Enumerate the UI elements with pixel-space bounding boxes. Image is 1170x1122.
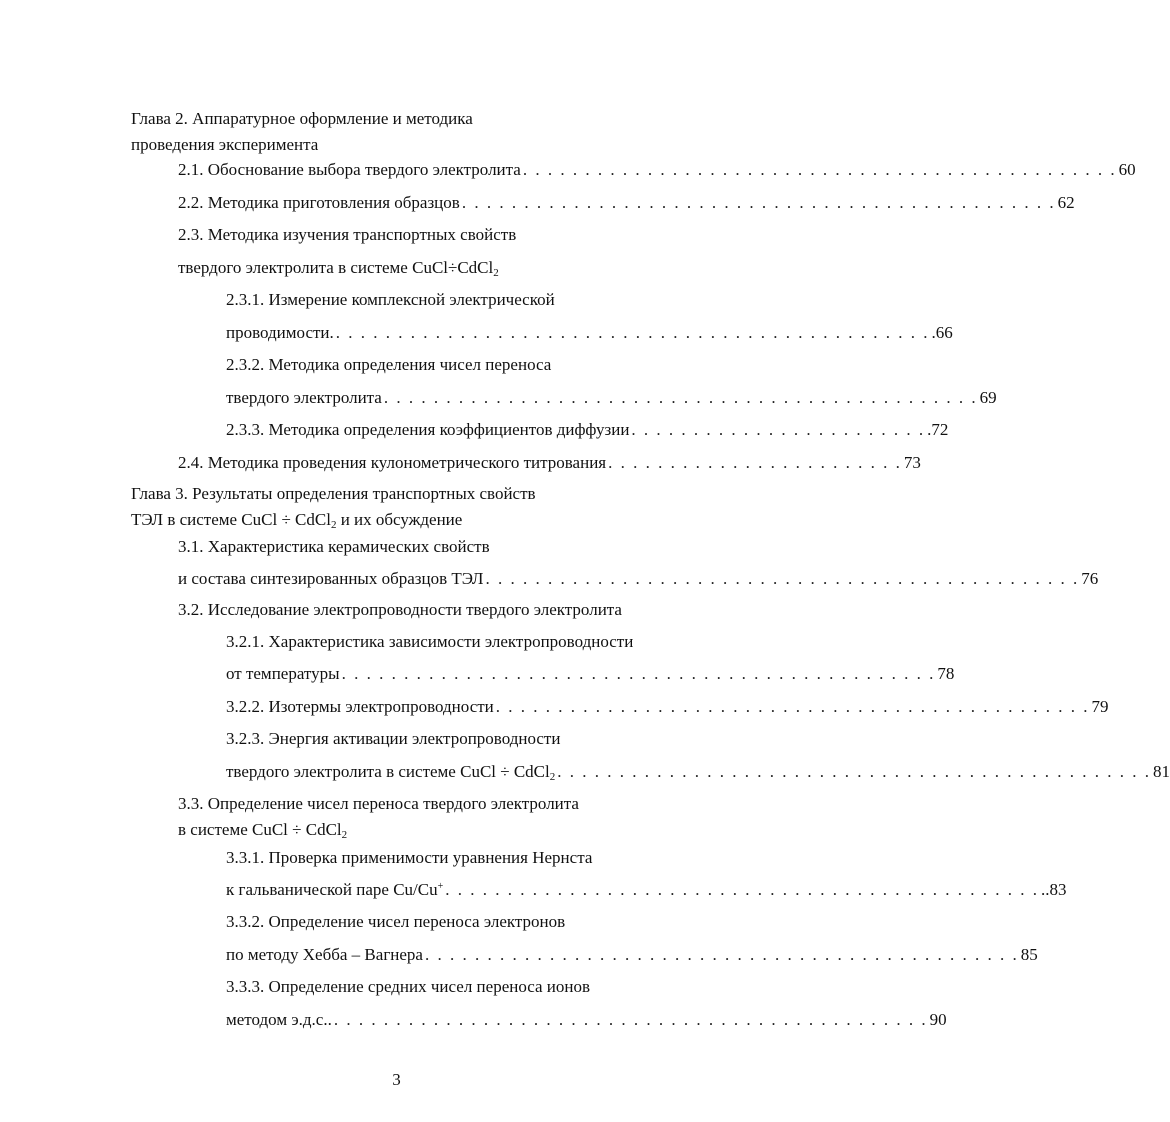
toc-page-number: 76	[1081, 569, 1099, 588]
toc-entry-2-3-2: 2.3.2. Методика определения чисел переноса	[226, 355, 552, 374]
toc-entry-title: и состава синтезированных образцов ТЭЛ	[178, 569, 484, 588]
toc-page-number: 69	[979, 388, 997, 407]
leader-dots: . . . . . . . . . . . . . . . . . . . . . . . . . . . . . . . . . . . . . . . . . . . . . . . .	[495, 697, 1090, 716]
chapter-3-heading-cont: ТЭЛ в системе CuCl ÷ CdCl$_2$ и их обсуждение	[131, 510, 463, 531]
toc-entry-2-3-3	[0, 418, 949, 442]
toc-entry-3-2-1: 3.2.1. Характеристика зависимости электропроводности	[226, 632, 634, 651]
toc-page-number: 73	[903, 453, 921, 472]
toc-page-number: .66	[931, 323, 953, 342]
toc-page-number: 81	[1152, 762, 1170, 781]
toc-entry-3-2-3: 3.2.3. Энергия активации электропроводности	[226, 729, 561, 748]
page-number: 3	[392, 1070, 401, 1089]
toc-entry-3-3-2-cont	[0, 943, 1038, 967]
leader-dots: . . . . . . . . . . . . . . . . . . . . . . . . . . . . . . . . . . . . . . . . . . . . . . . .	[424, 945, 1019, 964]
toc-page-number: .72	[927, 420, 949, 439]
toc-entry-2-4	[0, 451, 921, 475]
toc-page-number: 85	[1020, 945, 1038, 964]
toc-entry-2-3-1-cont	[0, 321, 953, 345]
toc-entry-3-2: 3.2. Исследование электропроводности твердого электролита	[178, 600, 622, 619]
leader-dots: . . . . . . . . . . . . . . . . . . . . . . . . . . . . . . . . . . . . . . . . . . . . . . . .	[522, 160, 1117, 179]
toc-page-number: 78	[937, 664, 955, 683]
toc-entry-title: 3.2.2. Изотермы электропроводности	[226, 697, 494, 716]
toc-entry-2-3: 2.3. Методика изучения транспортных свойств	[178, 225, 517, 244]
toc-entry-title: методом э.д.с..	[226, 1010, 332, 1029]
toc-entry-3-3-2: 3.3.2. Определение чисел переноса электронов	[226, 912, 566, 931]
leader-dots: . . . . . . . . . . . . . . . . . . . . . . . . . . . . . . . . . . . . . . . . . . . . . . . .	[461, 193, 1056, 212]
toc-entry-title: по методу Хебба – Вагнера	[226, 945, 423, 964]
toc-entry-3-2-1-cont	[0, 662, 955, 686]
toc-entry-3-1-cont	[0, 567, 1099, 591]
toc-entry-3-3-3-cont	[0, 1008, 947, 1032]
toc-entry-3-3-1: 3.3.1. Проверка применимости уравнения Нернста	[226, 848, 593, 867]
toc-entry-2-3-1: 2.3.1. Измерение комплексной электрической	[226, 290, 555, 309]
leader-dots: . . . . . . . . . . . . . . . . . . . . . . . . . . . . . . . . . . . . . . . . . . . . . . . .	[383, 388, 978, 407]
leader-dots: . . . . . . . . . . . . . . . . . . . . . . . .	[608, 453, 902, 472]
toc-entry-title: 2.1. Обоснование выбора твердого электролита	[178, 160, 521, 179]
toc-page-number: 60	[1118, 160, 1136, 179]
toc-entry-title: твердого электролита	[226, 388, 382, 407]
toc-entry-3-3-cont: в системе CuCl ÷ CdCl$_2$	[178, 820, 348, 841]
leader-dots: . . . . . . . . . . . . . . . . . . . . . . . .	[631, 420, 926, 439]
chapter-2-heading-cont: проведения эксперимента	[131, 135, 319, 154]
toc-page-number: 62	[1057, 193, 1075, 212]
leader-dots: . . . . . . . . . . . . . . . . . . . . . . . . . . . . . . . . . . . . . . . . . . . . . . . .	[485, 569, 1080, 588]
toc-entry-3-2-3-cont	[0, 760, 1170, 784]
toc-entry-3-1: 3.1. Характеристика керамических свойств	[178, 537, 490, 556]
leader-dots: . . . . . . . . . . . . . . . . . . . . . . . . . . . . . . . . . . . . . . . . . . . . . . . .	[445, 880, 1039, 899]
toc-entry-title: проводимости.	[226, 323, 334, 342]
toc-entry-2-2	[0, 191, 1075, 215]
leader-dots: . . . . . . . . . . . . . . . . . . . . . . . . . . . . . . . . . . . . . . . . . . . . . . . .	[333, 1010, 928, 1029]
toc-entry-title: твердого электролита в системе CuCl ÷ CdCl$_2$	[226, 762, 556, 783]
leader-dots: . . . . . . . . . . . . . . . . . . . . . . . . . . . . . . . . . . . . . . . . . . . . . . . .	[335, 323, 930, 342]
toc-entry-title: к гальванической паре Cu/Cu+	[226, 880, 444, 899]
toc-entry-2-1	[0, 158, 1136, 182]
toc-entry-3-2-2	[0, 695, 1109, 719]
toc-entry-title: 2.3.3. Методика определения коэффициентов диффузии	[226, 420, 630, 439]
toc-entry-title: 2.4. Методика проведения кулонометрического титрования	[178, 453, 607, 472]
toc-entry-title: 2.2. Методика приготовления образцов	[178, 193, 460, 212]
leader-dots: . . . . . . . . . . . . . . . . . . . . . . . . . . . . . . . . . . . . . . . . . . . . . . . .	[341, 664, 936, 683]
chapter-3-heading: Глава 3. Результаты определения транспортных свойств	[131, 484, 536, 503]
toc-entry-title: от температуры	[226, 664, 340, 683]
chapter-2-heading: Глава 2. Аппаратурное оформление и методика	[131, 109, 473, 128]
toc-entry-3-3-3: 3.3.3. Определение средних чисел переноса ионов	[226, 977, 591, 996]
toc-entry-2-3-cont: твердого электролита в системе CuCl÷CdCl$_2$	[178, 258, 499, 279]
leader-dots: . . . . . . . . . . . . . . . . . . . . . . . . . . . . . . . . . . . . . . . . . . . . . . . .	[557, 762, 1151, 781]
toc-page-number: ..83	[1041, 880, 1067, 899]
toc-entry-2-3-2-cont	[0, 386, 997, 410]
toc-entry-3-3: 3.3. Определение чисел переноса твердого электролита	[178, 794, 579, 813]
toc-entry-3-3-1-cont	[0, 878, 1067, 902]
toc-page-number: 90	[929, 1010, 947, 1029]
toc-page-number: 79	[1091, 697, 1109, 716]
